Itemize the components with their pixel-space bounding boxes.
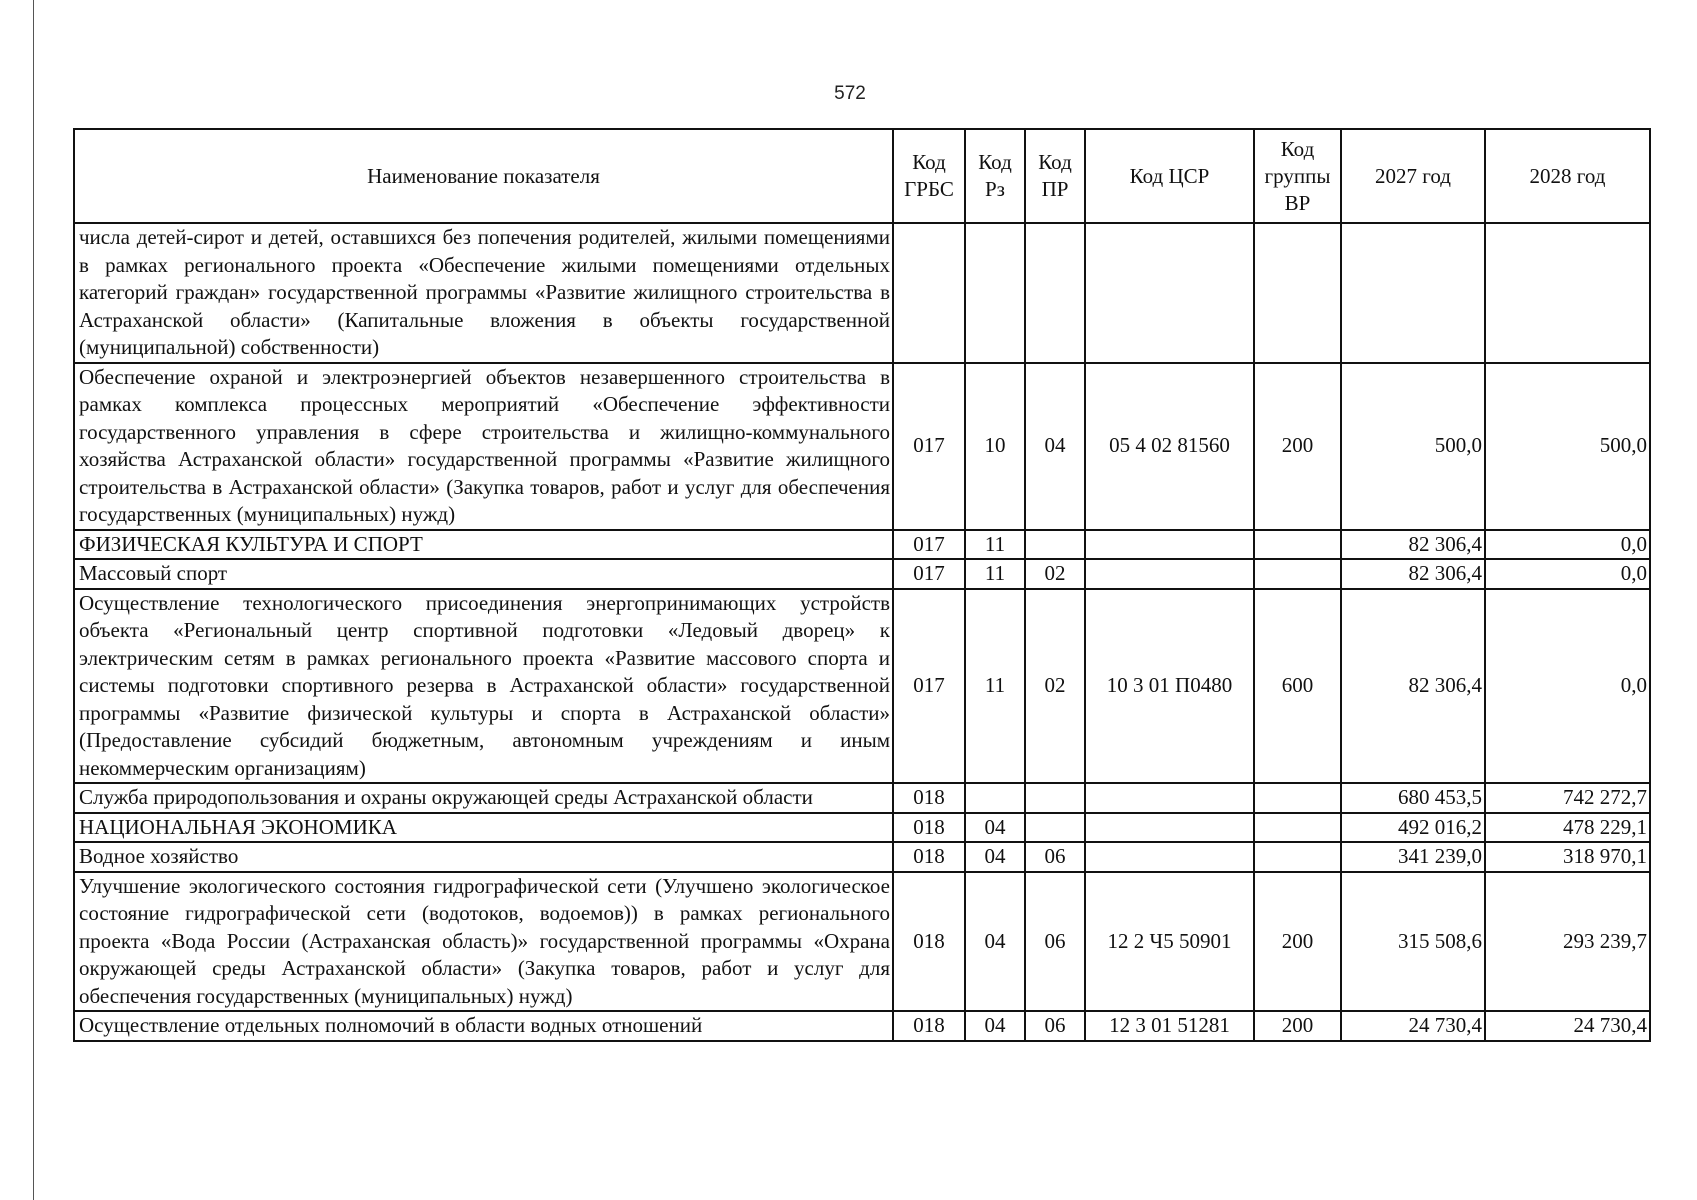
row-vr [1254,559,1341,589]
row-csr: 12 2 Ч5 50901 [1085,872,1254,1012]
row-pr [1025,783,1085,813]
row-rz: 11 [965,589,1025,784]
row-2027: 680 453,5 [1341,783,1485,813]
row-pr [1025,530,1085,560]
row-grbs: 018 [893,872,965,1012]
header-vr: Код группы ВР [1254,129,1341,223]
row-name: Водное хозяйство [74,842,893,872]
header-pr: Код ПР [1025,129,1085,223]
row-grbs: 018 [893,1011,965,1041]
row-rz [965,223,1025,363]
row-csr [1085,223,1254,363]
table-row [74,872,1650,1012]
row-2028: 500,0 [1485,363,1650,530]
row-2028: 0,0 [1485,589,1650,784]
row-name: Обеспечение охраной и электроэнергией объектов незавершенного строительства в рамках комплекса процессных мероприятий «Обеспечение эффективности государственного управления в сфере строительства и жилищно-коммунального хозяйства Астраханской области» государственной программы «Развитие жилищного строительства в Астраханской области» (Закупка товаров, работ и услуг для обеспечения государственных (муниципальных) нужд) [74,363,893,530]
row-name: Улучшение экологического состояния гидрографической сети (Улучшено экологическое состояние гидрографической сети (водотоков, водоемов)) в рамках регионального проекта «Вода России (Астраханская область)» государственной программы «Охрана окружающей среды Астраханской области» (Закупка товаров, работ и услуг для обеспечения государственных (муниципальных) нужд) [74,872,893,1012]
row-vr [1254,530,1341,560]
row-vr: 200 [1254,872,1341,1012]
row-vr [1254,813,1341,843]
table-row [74,813,1650,843]
row-rz: 04 [965,813,1025,843]
header-2027: 2027 год [1341,129,1485,223]
row-2028: 0,0 [1485,559,1650,589]
row-2027: 500,0 [1341,363,1485,530]
row-2028: 318 970,1 [1485,842,1650,872]
row-rz: 04 [965,1011,1025,1041]
row-csr: 12 3 01 51281 [1085,1011,1254,1041]
table-row [74,589,1650,784]
row-2028: 742 272,7 [1485,783,1650,813]
row-grbs [893,223,965,363]
row-rz [965,783,1025,813]
row-2027: 82 306,4 [1341,530,1485,560]
table-row [74,530,1650,560]
header-rz: Код Рз [965,129,1025,223]
row-vr: 200 [1254,363,1341,530]
row-csr [1085,842,1254,872]
row-pr: 06 [1025,1011,1085,1041]
row-2027: 492 016,2 [1341,813,1485,843]
row-csr [1085,559,1254,589]
row-pr: 02 [1025,559,1085,589]
row-2028: 0,0 [1485,530,1650,560]
header-name: Наименование показателя [74,129,893,223]
row-csr [1085,530,1254,560]
row-2028: 478 229,1 [1485,813,1650,843]
row-rz: 04 [965,842,1025,872]
row-csr: 10 3 01 П0480 [1085,589,1254,784]
table-header-row [74,129,1650,223]
row-pr [1025,813,1085,843]
table-row [74,1011,1650,1041]
row-pr: 02 [1025,589,1085,784]
row-rz: 10 [965,363,1025,530]
row-2027: 24 730,4 [1341,1011,1485,1041]
row-pr: 06 [1025,842,1085,872]
row-grbs: 017 [893,589,965,784]
row-vr: 200 [1254,1011,1341,1041]
page-number: 572 [834,83,866,104]
row-name: Массовый спорт [74,559,893,589]
row-2028: 24 730,4 [1485,1011,1650,1041]
row-csr: 05 4 02 81560 [1085,363,1254,530]
row-2027: 82 306,4 [1341,589,1485,784]
row-rz: 11 [965,530,1025,560]
row-vr [1254,842,1341,872]
row-grbs: 017 [893,559,965,589]
row-csr [1085,783,1254,813]
row-grbs: 017 [893,530,965,560]
row-name: НАЦИОНАЛЬНАЯ ЭКОНОМИКА [74,813,893,843]
table-row [74,783,1650,813]
row-rz: 04 [965,872,1025,1012]
row-pr: 04 [1025,363,1085,530]
row-2028 [1485,223,1650,363]
row-name: Осуществление технологического присоединения энергопринимающих устройств объекта «Региональный центр спортивной подготовки «Ледовый дворец» к электрическим сетям в рамках регионального проекта «Развитие массового спорта и системы подготовки спортивного резерва в Астраханской области» государственной программы «Развитие физической культуры и спорта в Астраханской области» (Предоставление субсидий бюджетным, автономным учреждениям и иным некоммерческим организациям) [74,589,893,784]
row-grbs: 018 [893,783,965,813]
budget-table [73,128,1651,1042]
table-row [74,223,1650,363]
row-name: Осуществление отдельных полномочий в области водных отношений [74,1011,893,1041]
table-row [74,559,1650,589]
row-vr: 600 [1254,589,1341,784]
header-grbs: Код ГРБС [893,129,965,223]
row-2027: 315 508,6 [1341,872,1485,1012]
row-csr [1085,813,1254,843]
row-pr [1025,223,1085,363]
row-vr [1254,223,1341,363]
table-row [74,363,1650,530]
row-grbs: 018 [893,842,965,872]
left-margin-line [33,0,34,1200]
header-2028: 2028 год [1485,129,1650,223]
row-grbs: 018 [893,813,965,843]
row-2027: 82 306,4 [1341,559,1485,589]
row-name: числа детей-сирот и детей, оставшихся без попечения родителей, жилыми помещениями в рамках регионального проекта «Обеспечение жилыми помещениями отдельных категорий граждан» государственной программы «Развитие жилищного строительства в Астраханской области» (Капитальные вложения в объекты государственной (муниципальной) собственности) [74,223,893,363]
table-row [74,842,1650,872]
row-name: Служба природопользования и охраны окружающей среды Астраханской области [74,783,893,813]
header-csr: Код ЦСР [1085,129,1254,223]
row-pr: 06 [1025,872,1085,1012]
row-vr [1254,783,1341,813]
row-grbs: 017 [893,363,965,530]
row-2028: 293 239,7 [1485,872,1650,1012]
row-rz: 11 [965,559,1025,589]
row-2027: 341 239,0 [1341,842,1485,872]
row-name: ФИЗИЧЕСКАЯ КУЛЬТУРА И СПОРТ [74,530,893,560]
row-2027 [1341,223,1485,363]
